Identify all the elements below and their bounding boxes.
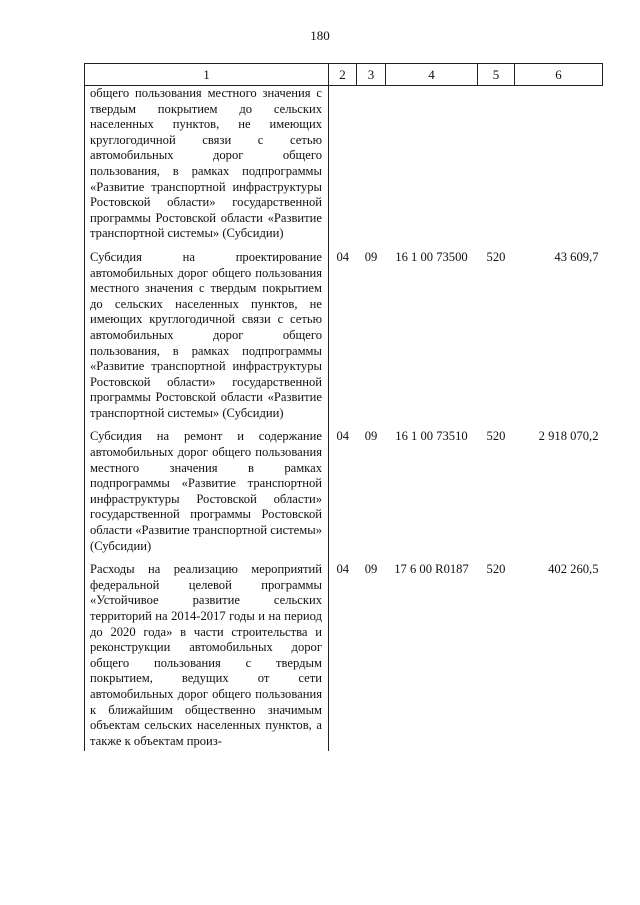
table-row [85, 423, 603, 556]
row-description: общего пользования местного значения с твердым покрытием до сельских населенных пунктов, не имеющих круглогодичной связи с сетью автомобильных дорог общего пользования, в рамках подпрограммы «Развитие транспортной инфраструктуры Ростовской области» государственной программы Ростовской области «Развитие транспортной системы» (Субсидии) [85, 86, 329, 244]
row-description: Субсидия на проектирование автомобильных дорог общего пользования местного значения с твердым покрытием до сельских населенных пунктов, не имеющих круглогодичной связи с сетью автомобильных дорог общего пользования, в рамках подпрограммы «Развитие транспортной инфраструктуры Ростовской области» государственной программы Ростовской области «Развитие транспортной системы» (Субсидии) [85, 244, 329, 424]
budget-table [84, 63, 603, 751]
row-amount [515, 86, 603, 244]
row-description: Субсидия на ремонт и содержание автомобильных дорог общего пользования местного значения в рамках подпрограммы «Развитие транспортной инфраструктуры Ростовской области» государственной программы Ростовской области «Развитие транспортной системы» (Субсидии) [85, 423, 329, 556]
column-header-4: 4 [386, 64, 478, 86]
row-section-code: 04 [336, 429, 350, 444]
row-section-code: 04 [336, 249, 350, 264]
row-section-code: 04 [336, 562, 350, 577]
row-subsection-code: 09 [364, 249, 378, 264]
row-section-code [329, 86, 357, 244]
table-row [85, 556, 603, 751]
column-header-1: 1 [85, 64, 329, 86]
row-amount: 43 609,7 [554, 249, 599, 264]
row-expense-type: 520 [486, 249, 506, 264]
row-expense-type: 520 [486, 429, 506, 444]
table-header-row [85, 64, 603, 86]
table-row [85, 244, 603, 424]
table-row [85, 86, 603, 244]
row-target-code: 16 1 00 73500 [395, 249, 468, 264]
row-target-code: 17 6 00 R0187 [394, 562, 469, 577]
column-header-5: 5 [478, 64, 515, 86]
row-amount: 2 918 070,2 [538, 429, 599, 444]
column-header-6: 6 [515, 64, 603, 86]
row-subsection-code: 09 [364, 429, 378, 444]
row-description: Расходы на реализацию мероприятий федеральной целевой программы «Устойчивое развитие сельских территорий на 2014-2017 годы и на период до 2020 года» в части строительства и реконструкции автомобильных дорог общего пользования с твердым покрытием, ведущих от сети автомобильных дорог общего пользования к ближайшим общественно значимым объектам сельских населенных пунктов, а также к объектам произ- [85, 556, 329, 751]
row-expense-type [478, 86, 515, 244]
column-header-3: 3 [357, 64, 386, 86]
row-subsection-code: 09 [364, 562, 378, 577]
column-header-2: 2 [329, 64, 357, 86]
row-target-code: 16 1 00 73510 [395, 429, 468, 444]
row-target-code [386, 86, 478, 244]
row-amount: 402 260,5 [548, 562, 599, 577]
row-expense-type: 520 [486, 562, 506, 577]
row-subsection-code [357, 86, 386, 244]
page-number: 180 [310, 28, 330, 43]
